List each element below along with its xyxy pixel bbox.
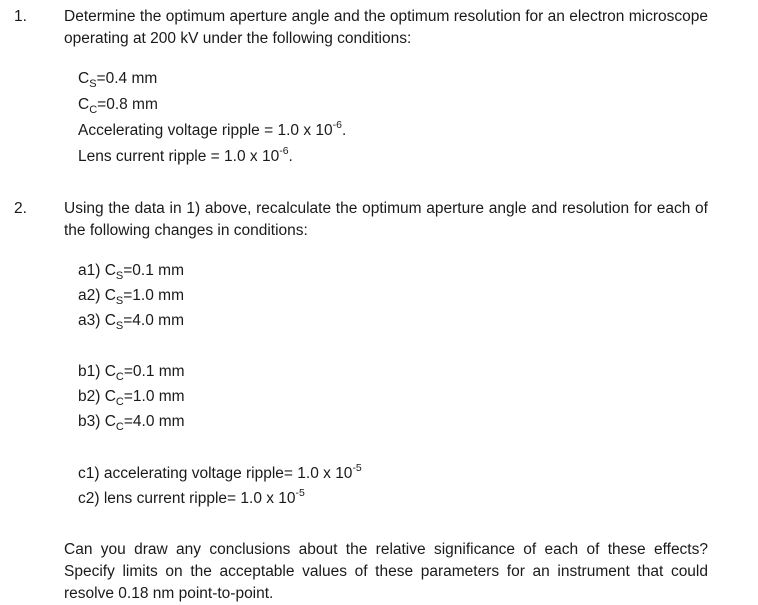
- condition-voltage-ripple: Accelerating voltage ripple = 1.0 x $10^{-6}$.: [78, 119, 347, 139]
- change-a1: a1) $C_S=0.1$ mm: [78, 262, 184, 282]
- condition-cs: $C_S=0.4$ mm: [78, 70, 158, 90]
- change-b2: b2) $C_C=1.0$ mm: [78, 388, 185, 408]
- change-b1: b1) $C_C=0.1$ mm: [78, 363, 185, 383]
- change-b3: b3) $C_C=4.0$ mm: [78, 413, 185, 433]
- question-2-number: 2.: [14, 200, 27, 217]
- change-c1: c1) accelerating voltage ripple= 1.0 x $10^{-5}$: [78, 462, 362, 482]
- change-a3: a3) $C_S=4.0$ mm: [78, 312, 184, 332]
- question-1-text: Determine the optimum aperture angle and the optimum resolution for an electron microscope operating at 200 kV under the following conditions:: [64, 8, 708, 47]
- change-a2: a2) $C_S=1.0$ mm: [78, 287, 184, 307]
- condition-cc: $C_C=0.8$ mm: [78, 96, 158, 116]
- change-c2: c2) lens current ripple= 1.0 x $10^{-5}$: [78, 487, 305, 507]
- question-1-number: 1.: [14, 8, 27, 25]
- condition-lens-ripple: Lens current ripple = 1.0 x $10^{-6}$.: [78, 145, 293, 165]
- question-2-text: Using the data in 1) above, recalculate the optimum aperture angle and resolution for each of the following changes in conditions:: [64, 200, 708, 239]
- conclusion-question: Can you draw any conclusions about the relative significance of each of these effects? Specify limits on the acceptable values of these parameters for an instrument that could resolve 0.18 nm point-to-point.: [64, 541, 708, 602]
